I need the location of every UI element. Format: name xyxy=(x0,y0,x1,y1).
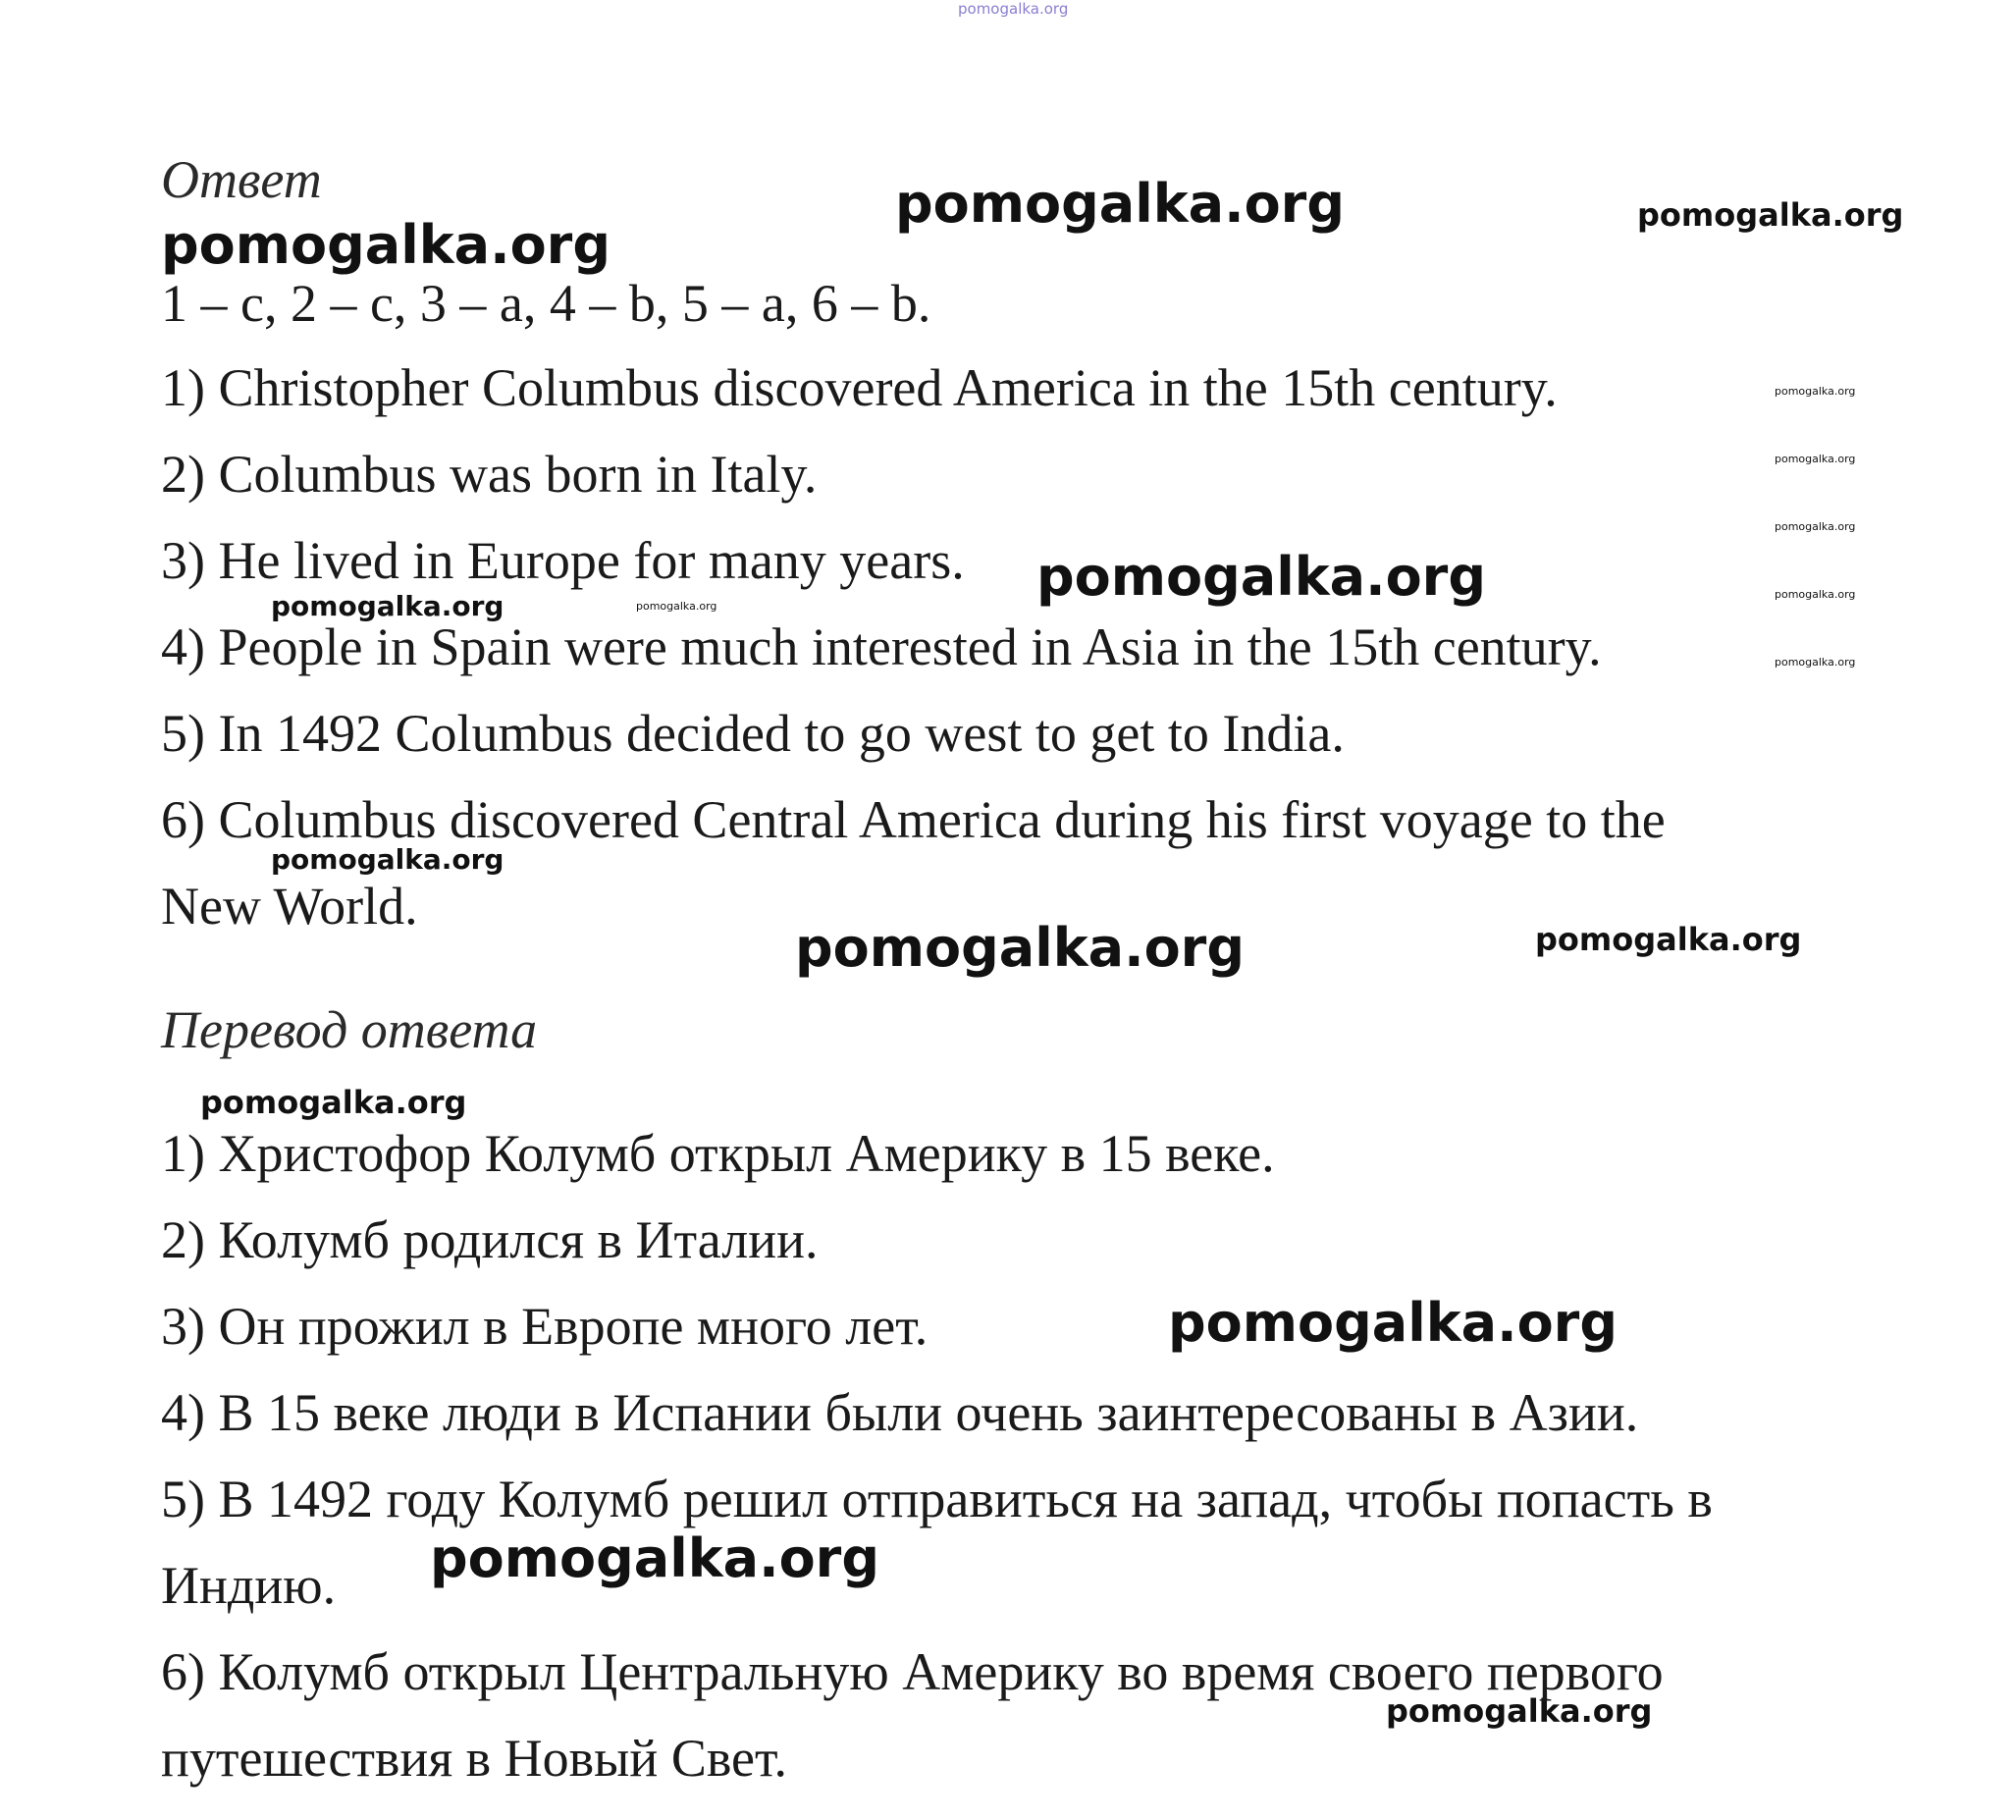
watermark-large: pomogalka.org xyxy=(430,1527,879,1589)
translation-heading: Перевод ответа xyxy=(161,1000,538,1059)
answer-line: 4) People in Spain were much interested in Asia in the 15th century. xyxy=(161,617,1602,676)
watermark-tiny: pomogalka.org xyxy=(1775,520,1856,533)
watermark-medium: pomogalka.org xyxy=(1637,196,1904,234)
watermark-medium: pomogalka.org xyxy=(271,843,504,876)
translation-line: 4) В 15 веке люди в Испании были очень заинтересованы в Азии. xyxy=(161,1383,1639,1442)
watermark-tiny: pomogalka.org xyxy=(1775,453,1856,465)
translation-line: 5) В 1492 году Колумб решил отправиться на запад, чтобы попасть в xyxy=(161,1470,1713,1528)
answer-heading: Ответ xyxy=(161,150,322,209)
answer-line: New World. xyxy=(161,877,418,936)
answer-line: 6) Columbus discovered Central America during his first voyage to the xyxy=(161,790,1666,849)
watermark-medium: pomogalka.org xyxy=(1535,921,1802,958)
answer-key: 1 – c, 2 – c, 3 – a, 4 – b, 5 – a, 6 – b. xyxy=(161,274,931,333)
watermark-large: pomogalka.org xyxy=(895,173,1345,235)
translation-line: 2) Колумб родился в Италии. xyxy=(161,1210,819,1269)
translation-line: 1) Христофор Колумб открыл Америку в 15 веке. xyxy=(161,1124,1275,1183)
translation-line: Индию. xyxy=(161,1556,337,1615)
answer-line: 5) In 1492 Columbus decided to go west to get to India. xyxy=(161,704,1345,763)
watermark-tiny: pomogalka.org xyxy=(1775,385,1856,398)
answer-line: 1) Christopher Columbus discovered America in the 15th century. xyxy=(161,358,1558,417)
watermark-tiny: pomogalka.org xyxy=(1775,588,1856,601)
translation-line: 6) Колумб открыл Центральную Америку во время своего первого xyxy=(161,1642,1664,1701)
watermark-top[interactable]: pomogalka.org xyxy=(958,0,1069,18)
translation-line: 3) Он прожил в Европе много лет. xyxy=(161,1297,928,1356)
watermark-tiny: pomogalka.org xyxy=(636,600,717,613)
watermark-large: pomogalka.org xyxy=(795,917,1245,979)
watermark-large: pomogalka.org xyxy=(1036,546,1486,608)
translation-line: путешествия в Новый Свет. xyxy=(161,1729,788,1788)
answer-line: 3) He lived in Europe for many years. xyxy=(161,531,965,590)
watermark-medium: pomogalka.org xyxy=(271,590,504,622)
watermark-medium: pomogalka.org xyxy=(1386,1692,1653,1730)
watermark-tiny: pomogalka.org xyxy=(1775,656,1856,669)
watermark-large: pomogalka.org xyxy=(1168,1292,1618,1354)
watermark-medium: pomogalka.org xyxy=(200,1084,467,1121)
watermark-large: pomogalka.org xyxy=(161,214,610,276)
answer-line: 2) Columbus was born in Italy. xyxy=(161,445,818,504)
